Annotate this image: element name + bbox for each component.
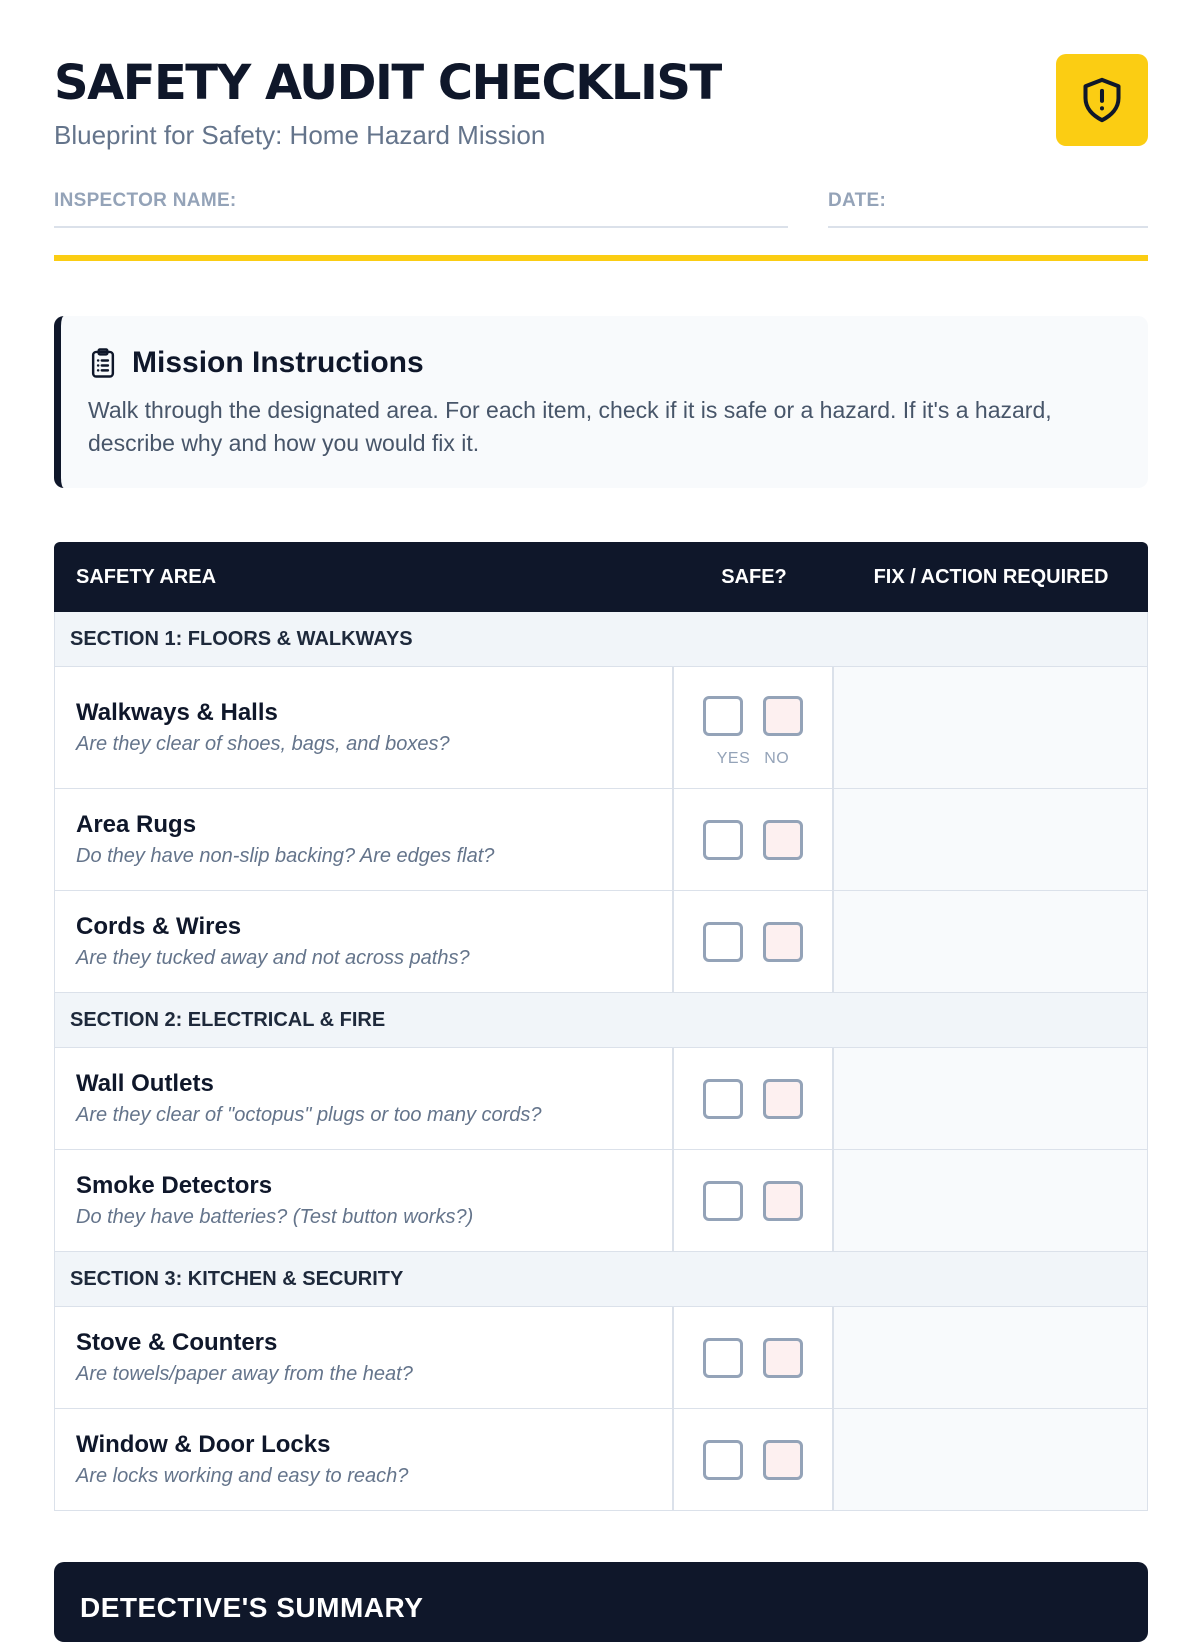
no-checkbox[interactable] bbox=[763, 820, 803, 860]
checkbox-group bbox=[703, 1338, 803, 1378]
safe-cell bbox=[674, 891, 834, 992]
item-title: Stove & Counters bbox=[76, 1329, 278, 1356]
fix-action-field[interactable] bbox=[834, 891, 1147, 992]
checkbox-group bbox=[703, 820, 803, 860]
section-header: SECTION 2: ELECTRICAL & FIRE bbox=[54, 993, 1148, 1048]
item-question: Are they clear of "octopus" plugs or too many cords? bbox=[76, 1104, 542, 1126]
date-label: DATE: bbox=[828, 190, 887, 211]
safe-cell bbox=[674, 1150, 834, 1251]
date-field[interactable] bbox=[828, 190, 1148, 228]
summary-title: DETECTIVE'S SUMMARY bbox=[80, 1592, 424, 1623]
yes-checkbox[interactable] bbox=[703, 1440, 743, 1480]
no-label: NO bbox=[764, 749, 790, 767]
table-row bbox=[54, 1307, 1148, 1409]
safe-cell bbox=[674, 667, 834, 788]
safety-area-cell bbox=[55, 891, 674, 992]
section-header: SECTION 1: FLOORS & WALKWAYS bbox=[54, 612, 1148, 667]
header-divider bbox=[54, 255, 1148, 261]
table-row bbox=[54, 891, 1148, 993]
yes-label: YES bbox=[716, 749, 751, 767]
safe-cell bbox=[674, 1307, 834, 1408]
no-checkbox[interactable] bbox=[763, 696, 803, 736]
fix-action-field[interactable] bbox=[834, 1048, 1147, 1149]
table-row bbox=[54, 1409, 1148, 1511]
item-question: Do they have batteries? (Test button works?) bbox=[76, 1206, 474, 1228]
item-question: Are they clear of shoes, bags, and boxes? bbox=[76, 733, 450, 755]
item-question: Are towels/paper away from the heat? bbox=[76, 1363, 413, 1385]
table-row bbox=[54, 1048, 1148, 1150]
table-row bbox=[54, 667, 1148, 789]
yes-no-labels bbox=[717, 750, 790, 768]
safety-area-cell bbox=[55, 1307, 674, 1408]
inspector-name-field[interactable] bbox=[54, 190, 788, 228]
safe-cell bbox=[674, 1048, 834, 1149]
audit-table bbox=[54, 542, 1148, 1511]
inspector-fields bbox=[54, 190, 1148, 230]
yes-checkbox[interactable] bbox=[703, 922, 743, 962]
shield-alert-icon bbox=[1080, 76, 1124, 124]
table-header bbox=[54, 542, 1148, 612]
mission-instructions bbox=[54, 316, 1148, 488]
fix-action-field[interactable] bbox=[834, 1307, 1147, 1408]
item-title: Smoke Detectors bbox=[76, 1172, 273, 1199]
section-header: SECTION 3: KITCHEN & SECURITY bbox=[54, 1252, 1148, 1307]
fix-action-field[interactable] bbox=[834, 1150, 1147, 1251]
safety-area-cell bbox=[55, 1048, 674, 1149]
item-title: Walkways & Halls bbox=[76, 699, 278, 726]
safe-cell bbox=[674, 789, 834, 890]
item-question: Are locks working and easy to reach? bbox=[76, 1465, 409, 1487]
yes-checkbox[interactable] bbox=[703, 696, 743, 736]
checkbox-group bbox=[703, 1079, 803, 1119]
no-checkbox[interactable] bbox=[763, 1338, 803, 1378]
no-checkbox[interactable] bbox=[763, 1440, 803, 1480]
page-title: SAFETY AUDIT CHECKLIST bbox=[54, 55, 721, 111]
header-fix-action: FIX / ACTION REQUIRED bbox=[873, 565, 1109, 588]
item-title: Window & Door Locks bbox=[76, 1431, 331, 1458]
item-title: Area Rugs bbox=[76, 811, 197, 838]
safety-area-cell bbox=[55, 1409, 674, 1510]
checkbox-group bbox=[703, 1181, 803, 1221]
instructions-title: Mission Instructions bbox=[132, 346, 424, 379]
safety-area-cell bbox=[55, 789, 674, 890]
detective-summary bbox=[54, 1562, 1148, 1642]
clipboard-icon bbox=[88, 347, 118, 379]
safe-cell bbox=[674, 1409, 834, 1510]
table-row bbox=[54, 1150, 1148, 1252]
checkbox-group bbox=[703, 696, 803, 736]
no-checkbox[interactable] bbox=[763, 1181, 803, 1221]
yes-checkbox[interactable] bbox=[703, 820, 743, 860]
safety-area-cell bbox=[55, 1150, 674, 1251]
page-subtitle: Blueprint for Safety: Home Hazard Mission bbox=[54, 120, 546, 150]
inspector-name-label: INSPECTOR NAME: bbox=[54, 190, 237, 211]
yes-checkbox[interactable] bbox=[703, 1181, 743, 1221]
yes-checkbox[interactable] bbox=[703, 1338, 743, 1378]
checkbox-group bbox=[703, 922, 803, 962]
fix-action-field[interactable] bbox=[834, 789, 1147, 890]
no-checkbox[interactable] bbox=[763, 1079, 803, 1119]
no-checkbox[interactable] bbox=[763, 922, 803, 962]
safety-area-cell bbox=[55, 667, 674, 788]
item-title: Cords & Wires bbox=[76, 913, 242, 940]
checklist-page bbox=[54, 0, 1148, 1623]
page-header bbox=[54, 0, 1148, 262]
yes-checkbox[interactable] bbox=[703, 1079, 743, 1119]
fix-action-field[interactable] bbox=[834, 1409, 1147, 1510]
fix-action-field[interactable] bbox=[834, 667, 1147, 788]
header-safety-area: SAFETY AREA bbox=[76, 565, 217, 588]
instructions-heading bbox=[88, 346, 1122, 380]
table-row bbox=[54, 789, 1148, 891]
header-safe: SAFE? bbox=[721, 565, 787, 588]
item-title: Wall Outlets bbox=[76, 1070, 214, 1097]
checkbox-group bbox=[703, 1440, 803, 1480]
item-question: Are they tucked away and not across paths? bbox=[76, 947, 470, 969]
shield-badge bbox=[1056, 54, 1148, 146]
item-question: Do they have non-slip backing? Are edges flat? bbox=[76, 845, 495, 867]
instructions-text: Walk through the designated area. For each item, check if it is safe or a hazard. If it's a hazard, describe why and how you would fix it. bbox=[88, 397, 1052, 456]
